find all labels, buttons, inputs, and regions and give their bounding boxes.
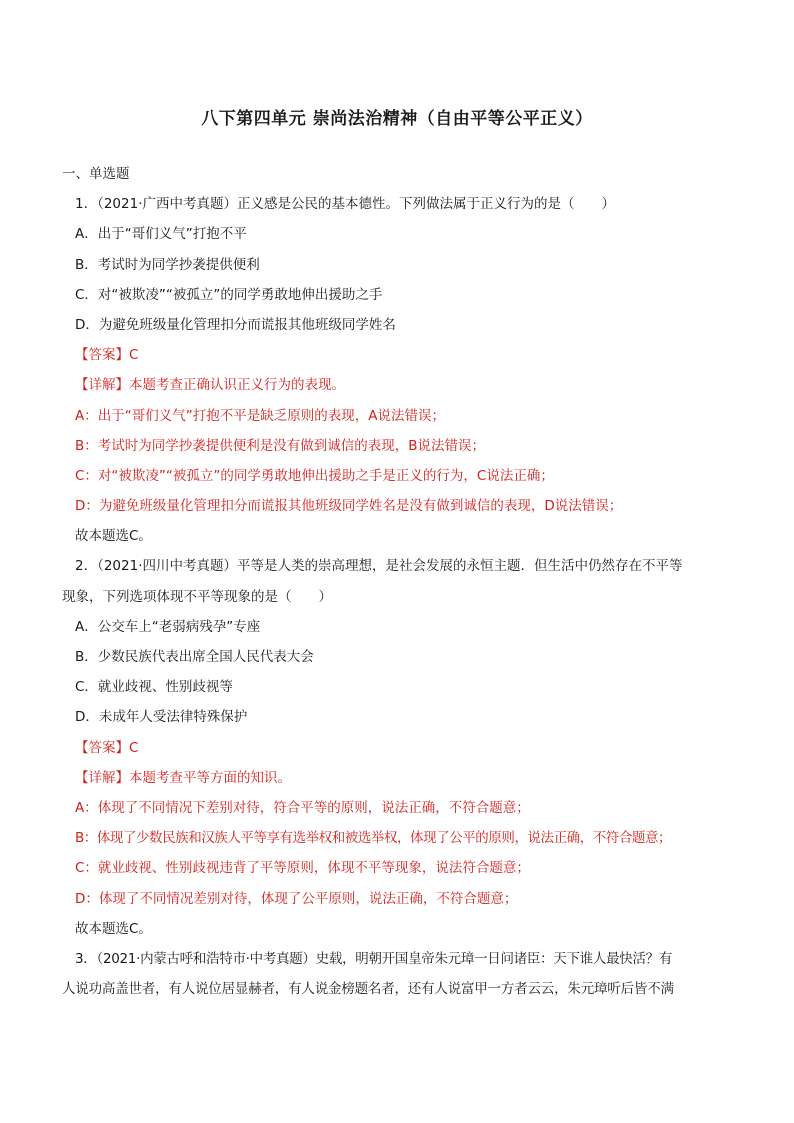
question-stem-continued: 人说功高盖世者，有人说位居显赫者，有人说金榜题名者，还有人说富甲一方者云云，朱元璋听后皆不满 <box>62 981 674 998</box>
answer-line <box>62 733 737 763</box>
option-d: D．为避免班级量化管理扣分而谎报其他班级同学姓名 <box>75 316 396 333</box>
explanation-c: C：对“被欺凌”“被孤立”的同学勇敢地伸出援助之手是正义的行为，C说法正确； <box>75 467 554 484</box>
detail-text: 本题考查平等方面的知识。 <box>129 769 291 786</box>
explanation-d: D：体现了不同情况差别对待，体现了公平原则，说法正确，不符合题意； <box>75 890 518 907</box>
document-content <box>62 159 737 1004</box>
conclusion: 故本题选C。 <box>75 920 152 937</box>
question-stem: 3．（2021·内蒙古呼和浩特市·中考真题）史载，明朝开国皇帝朱元璋一日问诸臣：天下谁人最快活？有 <box>75 950 673 967</box>
answer-line <box>62 340 737 370</box>
question-1 <box>62 189 737 551</box>
section-heading: 一、单选题 <box>62 166 130 182</box>
option-a: A．公交车上“老弱病残孕”专座 <box>75 618 261 635</box>
explanation-b: B：体现了少数民族和汉族人平等享有选举权和被选举权，体现了公平的原则，说法正确，不符合题意； <box>75 830 672 847</box>
detail-label: 【详解】 <box>75 769 129 786</box>
question-3 <box>62 944 737 1004</box>
conclusion: 故本题选C。 <box>75 528 152 545</box>
detail-line <box>62 370 737 400</box>
option-c: C．对“被欺凌”“被孤立”的同学勇敢地伸出援助之手 <box>75 286 383 303</box>
explanation-c: C：就业歧视、性别歧视违背了平等原则，体现不平等现象，说法符合题意； <box>75 860 530 877</box>
answer-value: C <box>129 347 139 364</box>
answer-value: C <box>129 739 139 756</box>
detail-label: 【详解】 <box>75 377 129 394</box>
option-c: C．就业歧视、性别歧视等 <box>75 679 233 696</box>
explanation-a: A：出于“哥们义气”打抱不平是缺乏原则的表现，A说法错误； <box>75 407 445 424</box>
option-b: B．少数民族代表出席全国人民代表大会 <box>75 649 314 665</box>
detail-line <box>62 763 737 793</box>
explanation-a: A：体现了不同情况下差别对待，符合平等的原则，说法正确，不符合题意； <box>75 799 530 816</box>
explanation-d: D：为避免班级量化管理扣分而谎报其他班级同学姓名是没有做到诚信的表现，D说法错误； <box>75 498 623 515</box>
option-a: A．出于“哥们义气”打抱不平 <box>75 226 247 243</box>
option-d: D．未成年人受法律特殊保护 <box>75 709 248 726</box>
detail-text: 本题考查正确认识正义行为的表现。 <box>129 377 345 394</box>
question-stem-continued: 现象，下列选项体现不平等现象的是（ ） <box>62 588 332 605</box>
document-title: 八下第四单元 崇尚法治精神（自由平等公平正义） <box>201 109 593 129</box>
question-2 <box>62 551 737 943</box>
question-stem: 2．（2021·四川中考真题）平等是人类的崇高理想，是社会发展的永恒主题．但生活中仍然存在不平等 <box>75 558 683 575</box>
answer-label: 【答案】 <box>75 347 129 364</box>
answer-label: 【答案】 <box>75 739 129 756</box>
explanation-b: B：考试时为同学抄袭提供便利是没有做到诚信的表现，B说法错误； <box>75 437 486 454</box>
question-stem: 1．（2021·广西中考真题）正义感是公民的基本德性。下列做法属于正义行为的是（ ） <box>75 196 615 213</box>
option-b: B．考试时为同学抄袭提供便利 <box>75 256 260 273</box>
